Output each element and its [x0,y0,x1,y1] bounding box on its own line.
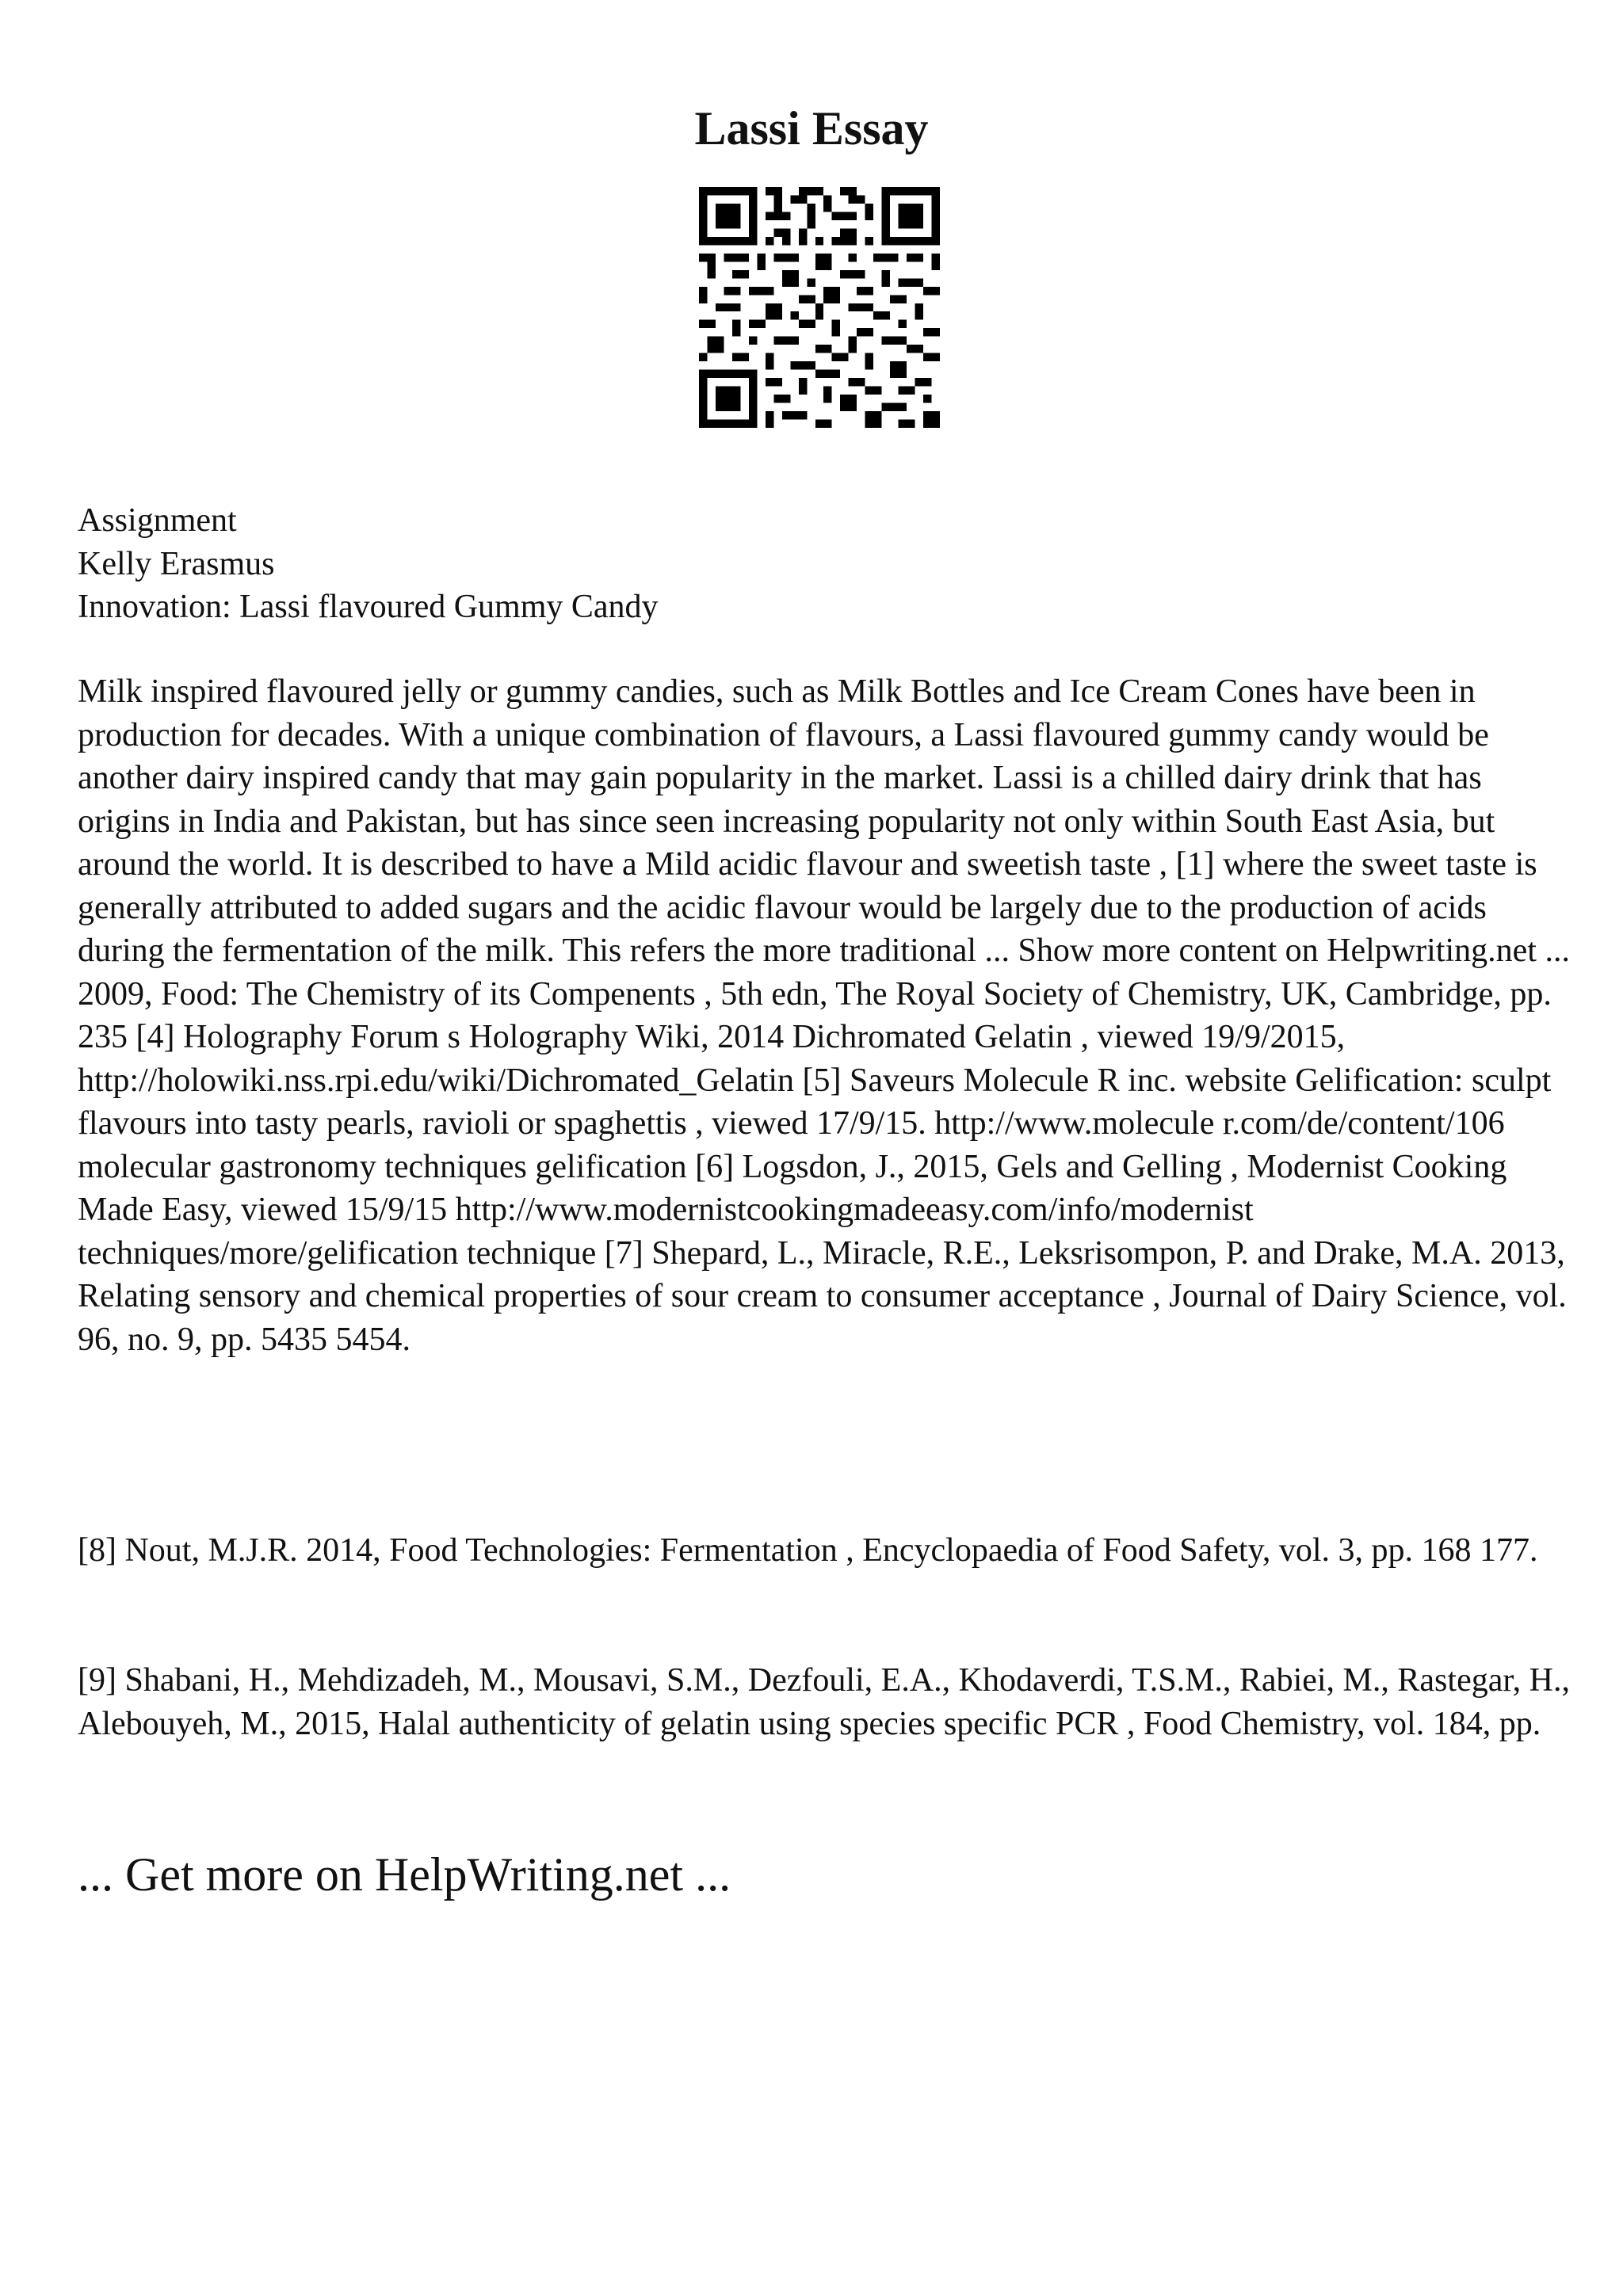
header-line-author: Kelly Erasmus [78,545,275,582]
main-paragraph: Milk inspired flavoured jelly or gummy candies, such as Milk Bottles and Ice Cream Cones have been in production for decades. With a unique combination of flavours, a Lassi flavoured gummy candy would be another dairy inspired candy that may gain popularity in the market. Lassi is a chilled dairy drink that has origins in India and Pakistan, but has since seen increasing popularity not only within South East Asia, but around the world. It is described to have a Mild acidic flavour and sweetish taste , [1] where the sweet taste is generally attributed to added sugars and the acidic flavour would be largely due to the production of acids during the fermentation of the milk. This refers the more traditional ... Show more content on Helpwriting.net ... 2009, Food: The Chemistry of its Compenents , 5th edn, The Royal Society of Chemistry, UK, Cambridge, pp. 235 [4] Holography Forum s Holography Wiki, 2014 Dichromated Gelatin , viewed 19/9/2015, http://holowiki.nss.rpi.edu/wiki/Dichromated_Gelatin [5] Saveurs Molecule R inc. website Gelification: sculpt flavours into tasty pearls, ravioli or spaghettis , viewed 17/9/15. http://www.molecule r.com/de/content/106 molecular gastronomy techniques gelification [6] Logsdon, J., 2015, Gels and Gelling , Modernist Cooking Made Easy, viewed 15/9/15 http://www.modernistcookingmadeeasy.com/info/modernist techniques/more/gelification technique [7] Shepard, L., Miracle, R.E., Leksrisompon, P. and Drake, M.A. 2013, Relating sensory and chemical properties of sour cream to consumer acceptance , Journal of Dairy Science, vol. 96, no. 9, pp. 5435 5454. [78,673,1570,1358]
document-title: Lassi Essay [694,102,929,154]
reference-9: [9] Shabani, H., Mehdizadeh, M., Mousavi, S.M., Dezfouli, E.A., Khodaverdi, T.S.M., Rabiei, M., Rastegar, H., Alebouyeh, M., 2015, Halal authenticity of gelatin using species specific PCR , Food Chemistry, vol. 184, pp. [78,1662,1570,1742]
header-line-innovation: Innovation: Lassi flavoured Gummy Candy [78,589,659,625]
header-line-assignment: Assignment [78,502,237,539]
assignment-header [78,499,1575,629]
get-more-link[interactable]: ... Get more on HelpWriting.net ... [78,1848,731,1901]
qr-code-icon[interactable] [699,187,940,428]
reference-8: [8] Nout, M.J.R. 2014, Food Technologies: Fermentation , Encyclopaedia of Food Safety, vol. 3, pp. 168 177. [78,1532,1538,1569]
